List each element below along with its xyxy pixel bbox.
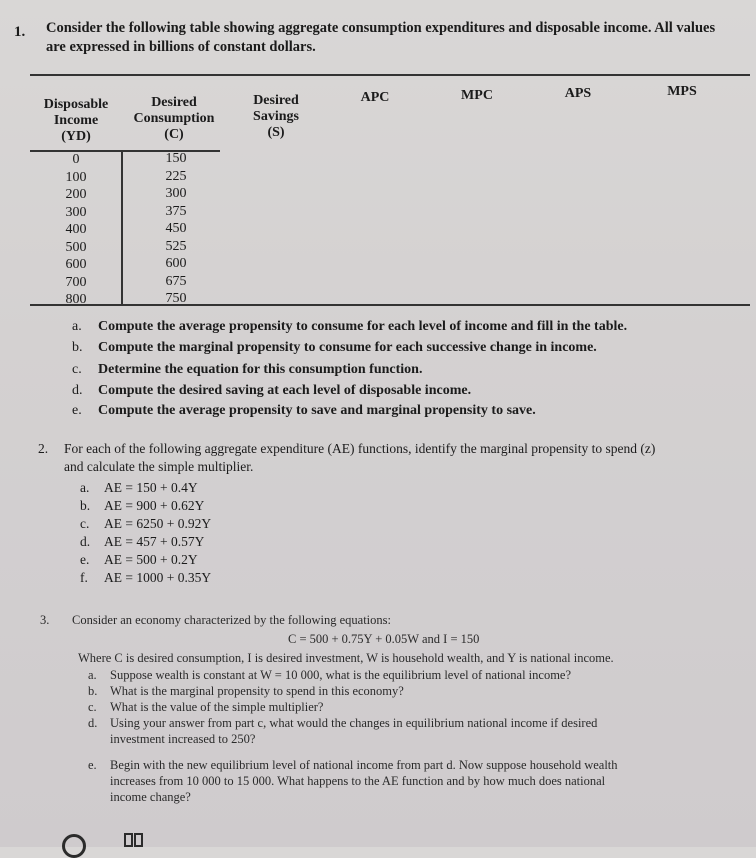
table-cell: 800 <box>65 292 87 307</box>
table-cell: 375 <box>165 203 187 219</box>
question-1-intro: Consider the following table showing aggregate consumption expenditures and disposable income. All values are expressed in billions of constant dollars. <box>46 20 716 55</box>
q3-part-d: d. Using your answer from part c, what would the changes in equilibrium national income if desired investment increased to 250? <box>88 716 598 746</box>
q1-part-c: c. Determine the equation for this consumption function. <box>72 362 423 377</box>
table-cell: 600 <box>65 257 87 272</box>
question-3-where: Where C is desired consumption, I is desired investment, W is household wealth, and Y is national income. <box>78 651 614 665</box>
table-cell: 0 <box>72 152 80 167</box>
yd-column <box>40 151 112 309</box>
q1-part-a: a. Compute the average propensity to consume for each level of income and fill in the table. <box>72 319 628 334</box>
table-cell: 600 <box>165 256 187 271</box>
table-cell: 100 <box>65 169 87 185</box>
q2-item-d: d. AE = 457 + 0.57Y <box>80 534 205 549</box>
q2-item-b: b. AE = 900 + 0.62Y <box>80 498 205 513</box>
question-1-number: 1. <box>14 24 26 40</box>
task-view-icon[interactable] <box>124 832 144 847</box>
header-mps: MPS <box>667 84 697 99</box>
question-3-intro: Consider an economy characterized by the following equations: <box>72 613 391 627</box>
header-desired-savings: Desired Savings (S) <box>253 93 299 140</box>
question-3-parts <box>88 667 738 805</box>
table-cell: 750 <box>165 291 187 306</box>
table-cell: 675 <box>165 273 187 289</box>
question-2-items <box>80 479 211 587</box>
header-apc: APC <box>360 90 390 105</box>
q1-part-b: b. Compute the marginal propensity to consume for each successive change in income. <box>72 340 597 355</box>
q2-item-e: e. AE = 500 + 0.2Y <box>80 552 198 567</box>
question-3-equation: C = 500 + 0.75Y + 0.05W and I = 150 <box>288 632 480 646</box>
q2-item-f: f. AE = 1000 + 0.35Y <box>80 570 212 585</box>
header-disposable-income: Disposable Income (YD) <box>43 97 109 144</box>
header-mpc: MPC <box>461 88 493 103</box>
table-cell: 400 <box>65 222 87 237</box>
table-top-rule <box>30 74 750 76</box>
c-column <box>145 150 207 308</box>
question-2-number: 2. <box>38 441 49 456</box>
question-3-number: 3. <box>40 613 50 627</box>
header-desired-consumption: Desired Consumption (C) <box>133 95 215 142</box>
q2-item-a: a. AE = 150 + 0.4Y <box>80 480 198 495</box>
table-cell: 525 <box>165 238 187 254</box>
table-cell: 150 <box>165 151 187 166</box>
table-cell: 300 <box>65 204 87 220</box>
table-cell: 500 <box>65 239 87 255</box>
q1-part-e: e. Compute the average propensity to save and marginal propensity to save. <box>72 403 536 418</box>
q3-part-c: c. What is the value of the simple multiplier? <box>88 700 324 714</box>
question-2-intro: For each of the following aggregate expenditure (AE) functions, identify the marginal propensity to spend (z) and calculate the simple multiplier. <box>64 441 656 474</box>
table-cell: 225 <box>165 168 187 184</box>
table-cell: 700 <box>65 274 87 290</box>
circle-icon[interactable] <box>62 834 86 858</box>
q3-part-e: e. Begin with the new equilibrium level of national income from part d. Now suppose household wealth increases from 10 000 to 15 000. What happens to the AE function and by how much does national income change? <box>88 758 618 804</box>
table-cell: 200 <box>65 187 87 202</box>
q3-part-b: b. What is the marginal propensity to spend in this economy? <box>88 684 404 698</box>
q1-part-d: d. Compute the desired saving at each level of disposable income. <box>72 383 472 398</box>
table-cell: 450 <box>165 221 187 236</box>
header-aps: APS <box>564 86 592 101</box>
table-bottom-rule <box>30 304 750 306</box>
table-col-divider <box>121 150 123 304</box>
q3-part-a: a. Suppose wealth is constant at W = 10 000, what is the equilibrium level of national income? <box>88 668 572 682</box>
table-cell: 300 <box>165 186 187 201</box>
q2-item-c: c. AE = 6250 + 0.92Y <box>80 516 212 531</box>
